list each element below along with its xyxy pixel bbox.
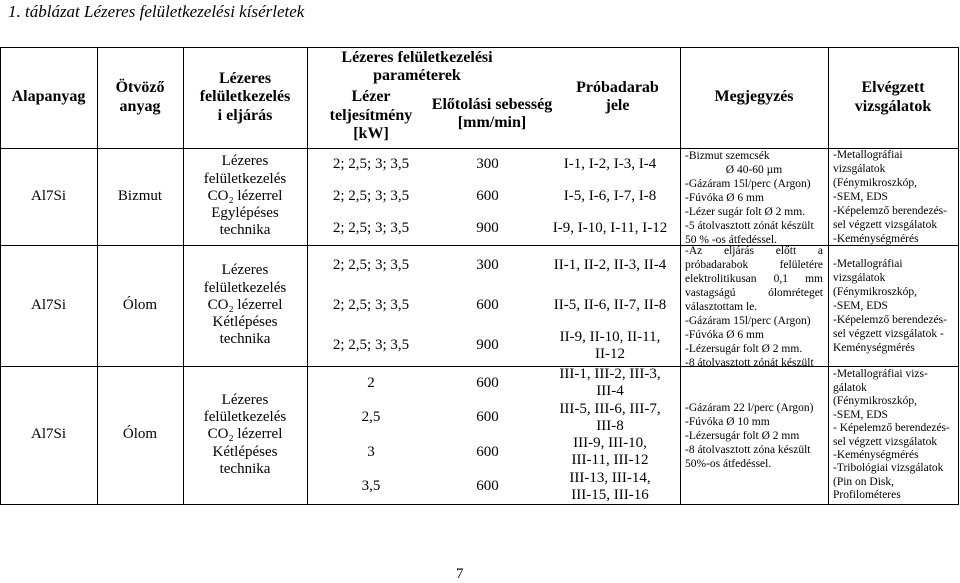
cell-power: [307, 285, 435, 325]
cell-text: 3,5: [361, 478, 381, 495]
cell-speed: [435, 326, 540, 366]
cell-text: Egylépéses: [211, 205, 279, 222]
header-text: Elvégzett: [861, 79, 925, 97]
cell-text: II-1, II-2, II-3, II-4: [553, 256, 667, 273]
test-line: - Képelemző berendezés-: [833, 422, 950, 435]
cell-text: I-9, I-10, I-11, I-12: [552, 220, 668, 237]
cell-power: [307, 180, 435, 212]
header-text: jele: [605, 97, 630, 114]
header-megjegyzes: [680, 47, 828, 148]
header-text italic: [kW]: [353, 125, 389, 143]
test-line: gálatok: [833, 381, 867, 394]
cell-speed: [435, 285, 540, 325]
cell-text: 600: [476, 478, 499, 495]
test-line: vizsgálatok: [833, 163, 886, 175]
cell-text: Bizmut: [117, 187, 163, 204]
cell-power: [307, 470, 435, 505]
header-text: Alapanyag: [11, 88, 86, 106]
test-line: -Keménységmérés: [833, 233, 919, 245]
header-text: Lézeres: [218, 69, 272, 87]
cell-speed: [435, 366, 540, 401]
cell-speed: [435, 470, 540, 505]
cell-eljaras: [183, 148, 307, 245]
header-params: [307, 47, 527, 87]
test-line: -Tribológiai vizsgálatok: [833, 462, 944, 475]
note-line: -Gázáram 15l/perc (Argon): [685, 314, 811, 327]
header-text: vizsgálatok: [854, 97, 932, 115]
header-text: Ötvöző: [115, 79, 165, 97]
cell-text: 900: [476, 337, 499, 354]
cell-megjegyzes: [685, 151, 823, 244]
cell-text: III-11, III-12: [571, 452, 649, 469]
cell-megjegyzes: [685, 369, 823, 503]
header-otvozo: [97, 47, 183, 148]
test-line: Profilométeres: [833, 489, 901, 502]
cell-probadarab-ids: [540, 435, 680, 470]
cell-probadarab-ids: [540, 180, 680, 212]
header-text: i eljárás: [217, 106, 273, 124]
cell-text: 600: [476, 409, 499, 426]
test-line: -Képelemző berendezés-: [833, 314, 947, 326]
cell-text: 2; 2,5; 3; 3,5: [332, 187, 410, 204]
test-line: vizsgálatok: [833, 272, 886, 284]
header-text: felületkezelés: [199, 88, 291, 106]
cell-alapanyag: [0, 148, 97, 245]
cell-text: I-5, I-6, I-7, I-8: [563, 187, 657, 204]
cell-probadarab-ids: [540, 213, 680, 245]
note-line: próbadarabok felületére: [685, 258, 823, 271]
test-line: -Képelemző berendezés-: [833, 205, 947, 217]
test-line: -Metallográfiai: [833, 258, 903, 270]
cell-text: 2; 2,5; 3; 3,5: [332, 337, 410, 354]
cell-speed: [435, 213, 540, 245]
cell-text: 600: [476, 296, 499, 313]
note-line: -Fúvóka Ø 10 mm: [685, 416, 770, 428]
cell-text: Al7Si: [30, 187, 66, 204]
test-line: sel végzett vizsgálatok: [833, 435, 938, 448]
cell-text: 300: [476, 155, 499, 172]
cell-text: Lézeres: [221, 153, 269, 170]
cell-text: Al7Si: [30, 296, 66, 313]
cell-probadarab-ids: [540, 148, 680, 180]
cell-text: technika: [219, 222, 271, 239]
test-line: -SEM, EDS: [833, 191, 888, 203]
header-text: Próbadarab: [576, 78, 659, 96]
test-line: -SEM, EDS: [833, 300, 888, 312]
cell-text: 2,5: [361, 409, 381, 426]
cell-alapanyag: [0, 245, 97, 366]
cell-speed: [435, 435, 540, 470]
note-line: elektrolitikusan 0,1 mm: [685, 272, 823, 285]
cell-otvozo: [97, 148, 183, 245]
header-sebesseg: [412, 86, 572, 142]
cell-otvozo: [97, 245, 183, 366]
header-alapanyag: [0, 47, 97, 148]
cell-text: III-5, III-6, III-7,: [559, 400, 661, 417]
note-line: -8 átolvasztott zóna készült: [685, 444, 811, 456]
cell-text: II-9, II-10, II-11,: [559, 328, 661, 345]
note-line: -5 átolvasztott zónát készült: [685, 219, 814, 232]
header-text italic: Lézer: [351, 88, 391, 106]
note-line: vastagságú ólomréteget: [685, 286, 823, 299]
table-caption: 1. táblázat Lézeres felületkezelési kísérletek: [8, 2, 305, 21]
cell-text: Ólom: [122, 426, 158, 443]
header-text: Előtolási sebesség: [431, 95, 553, 113]
cell-text: 600: [476, 187, 499, 204]
note-line: -Fúvóka Ø 6 mm: [685, 191, 764, 204]
header-text: [mm/min]: [457, 114, 527, 131]
cell-power: [307, 366, 435, 401]
header-text italic: teljesítmény: [329, 106, 413, 124]
cell-text: II-12: [595, 345, 625, 362]
cell-text: Kétlépéses: [212, 314, 278, 331]
cell-otvozo: [97, 366, 183, 504]
test-line: sel végzett vizsgálatok -: [833, 328, 944, 340]
cell-text: 3: [367, 443, 375, 460]
cell-megjegyzes: [685, 244, 823, 369]
cell-alapanyag: [0, 366, 97, 504]
cell-probadarab-ids: [540, 401, 680, 436]
cell-text: 600: [476, 443, 499, 460]
note-line: választottam le.: [685, 300, 758, 313]
cell-text: III-9, III-10,: [573, 435, 647, 451]
cell-text: technika: [219, 460, 271, 477]
note-line: -8 átolvasztott zónát készült: [685, 356, 814, 369]
page-number: 7: [456, 566, 464, 582]
test-line: (Fénymikroszkóp,: [833, 177, 918, 189]
note-line: -Lézersugár folt Ø 2 mm.: [685, 342, 803, 355]
test-line: -Metallográfiai vizs-: [833, 368, 928, 381]
test-line: -Metallográfiai: [833, 149, 903, 161]
note-line: -Az eljárás előtt a: [685, 244, 823, 257]
cell-text: 2; 2,5; 3; 3,5: [332, 256, 410, 273]
note-line: -Lézer sugár folt Ø 2 mm.: [685, 205, 806, 218]
note-line: 50 % -os átfedéssel.: [685, 233, 777, 246]
note-line: Ø 40-60 µm: [725, 163, 783, 176]
cell-probadarab-ids: [540, 245, 680, 285]
cell-text: III-8: [596, 417, 624, 434]
cell-text: 600: [476, 374, 499, 391]
cell-speed: [435, 180, 540, 212]
cell-speed: [435, 401, 540, 436]
test-line: sel végzett vizsgálatok: [833, 219, 938, 231]
header-probadarab: [555, 47, 680, 147]
cell-text: II-5, II-6, II-7, II-8: [553, 296, 667, 313]
cell-text: Al7Si: [30, 426, 66, 443]
header-text: Megjegyzés: [714, 88, 794, 106]
cell-probadarab-ids: [540, 285, 680, 325]
cell-power: [307, 148, 435, 180]
cell-vizsgalatok: [833, 150, 955, 244]
cell-text: 2; 2,5; 3; 3,5: [332, 296, 410, 313]
cell-vizsgalatok: [833, 368, 955, 503]
note-line: -Gázáram 22 l/perc (Argon): [685, 402, 814, 414]
note-line: -Gázáram 15l/perc (Argon): [685, 177, 811, 190]
table-border-bottom: [0, 504, 959, 505]
cell-text: III-15, III-16: [571, 486, 649, 503]
column-divider: [958, 47, 959, 505]
test-line: -Keménységmérés: [833, 448, 919, 461]
cell-eljaras: [183, 245, 307, 366]
cell-text: III-13, III-14,: [569, 469, 651, 486]
cell-text: CO₂ lézerrel: [207, 426, 283, 443]
cell-text: felületkezelés: [203, 170, 287, 187]
cell-probadarab-ids: [540, 326, 680, 366]
cell-speed: [435, 148, 540, 180]
test-line: -SEM, EDS: [833, 408, 888, 421]
cell-probadarab-ids: [540, 470, 680, 505]
cell-power: [307, 435, 435, 470]
cell-text: Lézeres: [221, 262, 269, 279]
cell-probadarab-ids: [540, 366, 680, 401]
cell-text: CO₂ lézerrel: [207, 296, 283, 313]
cell-power: [307, 245, 435, 285]
cell-text: 900: [476, 220, 499, 237]
header-eljaras: [183, 47, 307, 148]
header-text: Lézeres felületkezelési: [341, 48, 493, 66]
header-vizsgalatok: [828, 47, 958, 148]
header-text: paraméterek: [373, 67, 461, 84]
header-text: anyag: [119, 97, 161, 115]
cell-text: Lézeres: [221, 391, 269, 408]
cell-text: I-1, I-2, I-3, I-4: [563, 155, 657, 172]
test-line: (Fénymikroszkóp,: [833, 395, 918, 408]
cell-eljaras: [183, 366, 307, 504]
cell-text: Kétlépéses: [212, 443, 278, 460]
cell-text: technika: [219, 331, 271, 348]
note-line: -Bizmut szemcsék: [685, 149, 770, 162]
cell-text: 2; 2,5; 3; 3,5: [332, 220, 410, 237]
cell-text: III-1, III-2, III-3,: [559, 366, 661, 382]
cell-text: 2: [367, 374, 375, 391]
cell-text: CO₂ lézerrel: [207, 187, 283, 204]
cell-text: felületkezelés: [203, 279, 287, 296]
note-line: -Lézersugár folt Ø 2 mm: [685, 430, 800, 442]
cell-vizsgalatok: [833, 247, 955, 365]
cell-power: [307, 401, 435, 436]
test-line: Keménységmérés: [833, 342, 915, 354]
cell-text: 2; 2,5; 3; 3,5: [332, 155, 410, 172]
cell-speed: [435, 245, 540, 285]
cell-text: III-4: [596, 383, 624, 400]
cell-power: [307, 213, 435, 245]
note-line: 50%-os átfedéssel.: [685, 458, 772, 470]
cell-power: [307, 326, 435, 366]
test-line: (Fénymikroszkóp,: [833, 286, 918, 298]
cell-text: Ólom: [122, 296, 158, 313]
test-line: (Pin on Disk,: [833, 475, 895, 488]
note-line: -Fúvóka Ø 6 mm: [685, 328, 764, 341]
cell-text: felületkezelés: [203, 409, 287, 426]
cell-text: 300: [476, 256, 499, 273]
